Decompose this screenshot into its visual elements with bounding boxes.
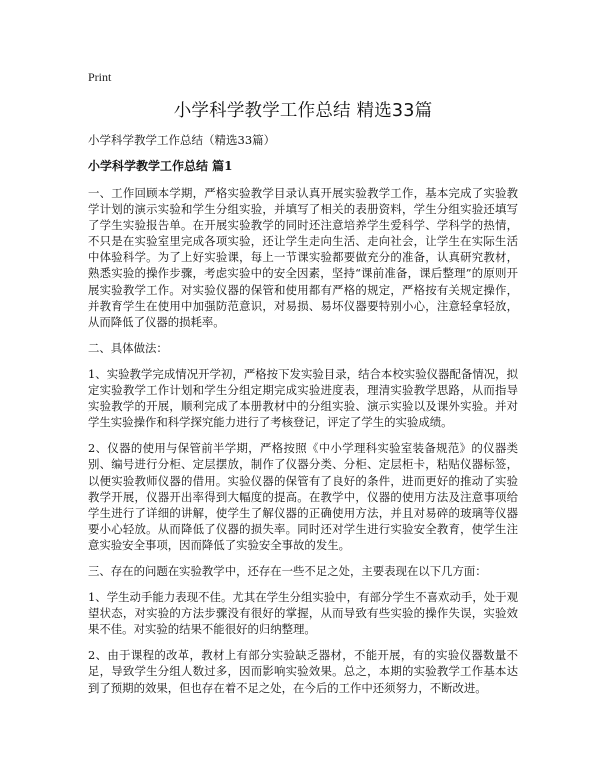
section-heading: 小学科学教学工作总结 篇1 [88, 159, 233, 173]
paragraph-specific-methods-heading: 二、具体做法： [88, 340, 168, 355]
paragraph-work-review: 一、工作回顾本学期，严格实验教学目录认真开展实验教学工作，基本完成了实验教学计划的演示实验和学生分组实验，并填写了相关的表册资料，学生分组实验还填写了学生实验报告单。在开展实验教学的同时还注意培养学生爱科学、学科学的热情，不只是在实验室里完成各项实验，还让学生走向生活、走向社会，让学生在实际生活中体验科学。为了上好实验课，每上一节课实验都要做充分的准备，认真研究教材，熟悉实验的操作步骤，考虑实验中的安全因素，坚持“课前准备，课后整理”的原则开展实验教学工作。对实验仪器的保管和使用都有严格的规定，严格按有关规定操作，并教育学生在使用中加强防范意识，对易损、易坏仪器要特别小心，注意轻拿轻放，从而降低了仪器的损耗率。 [88, 186, 518, 329]
document-page [88, 70, 518, 706]
print-label: Print [88, 70, 112, 84]
document-title: 小学科学教学工作总结 精选33篇 [173, 101, 433, 121]
paragraph-instrument-usage: 2、仪器的使用与保管前半学期，严格按照《中小学理科实验室装备规范》的仪器类别、编号进行分柜、定层摆放，制作了仪器分类、分柜、定层柜卡，粘贴仪器标签，以便实验教师仪器的借用。实验仪器的保管有了良好的条件，进而更好的推动了实验教学开展，仪器开出率得到大幅度的提高。在教学中，仪器的使用方法及注意事项给学生进行了详细的讲解，使学生了解仪器的正确使用方法，并且对易碎的玻璃等仪器要小心轻放。从而降低了仪器的损失率。同时还对学生进行实验安全教育，使学生注意实验安全事项，因而降低了实验安全事故的发生。 [88, 441, 518, 552]
paragraph-experiment-completion: 1、实验教学完成情况开学初，严格按下发实验目录，结合本校实验仪器配备情况，拟定实验教学工作计划和学生分组定期完成实验进度表，理清实验教学思路，从而指导实验教学的开展，顺利完成了本册教材中的分组实验、演示实验以及课外实验。并对学生实验操作和科学探究能力进行了考核登记，评定了学生的实验成绩。 [88, 366, 518, 430]
paragraph-problems-heading: 三、存在的问题在实验教学中，还存在一些不足之处，主要表现在以下几方面： [88, 563, 487, 578]
paragraph-problem-hands-on: 1、学生动手能力表现不佳。尤其在学生分组实验中，有部分学生不喜欢动手，处于观望状态，对实验的方法步骤没有很好的掌握，从而导致有些实验的操作失误，实验效果不佳。对实验的结果不能很好的归纳整理。 [88, 590, 518, 637]
document-subtitle: 小学科学教学工作总结（精选33篇） [88, 133, 276, 147]
paragraph-problem-equipment: 2、由于课程的改革，教材上有部分实验缺乏器材，不能开展，有的实验仪器数量不足，导致学生分组人数过多，因而影响实验效果。总之，本期的实验教学工作基本达到了预期的效果，但也存在着不足之处，在今后的工作中还须努力，不断改进。 [88, 648, 518, 695]
